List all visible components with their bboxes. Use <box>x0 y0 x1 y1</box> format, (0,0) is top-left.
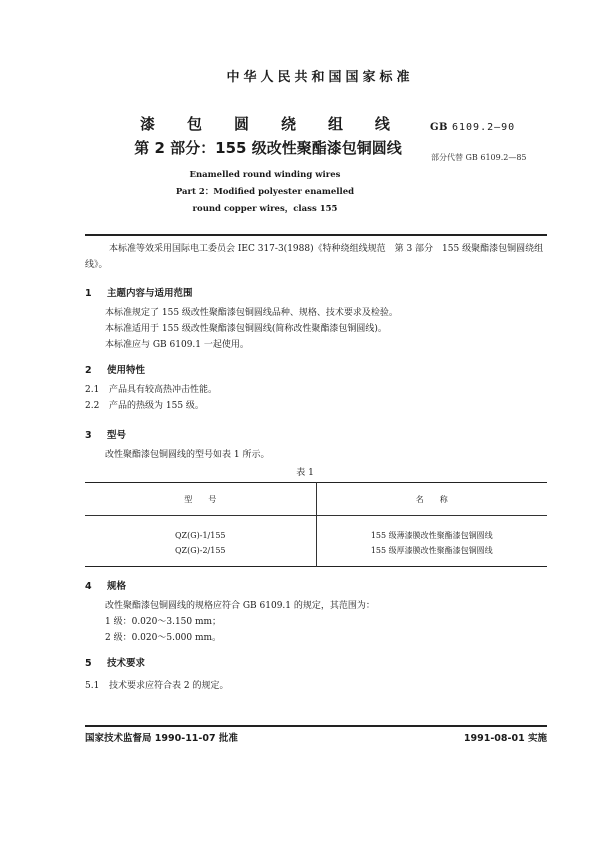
section-number: 3 <box>85 430 92 441</box>
model-cell <box>85 516 316 567</box>
title-char: 线 <box>374 115 390 133</box>
approval-line: 国家技术监督局 1990-11-07 批准 <box>85 733 238 744</box>
model-value: QZ(G)-1/155 <box>174 531 226 540</box>
section-2-heading <box>85 362 145 376</box>
title-char: 圆 <box>233 115 249 133</box>
clause-number: 2.2 <box>85 401 100 411</box>
paragraph: 2 级：0.020～5.000 mm。 <box>105 633 222 643</box>
section-title: 型号 <box>107 430 127 441</box>
title-char: 组 <box>327 115 343 133</box>
clause-2-1 <box>85 382 545 398</box>
clause-text: 技术要求应符合表 2 的规定。 <box>109 681 229 691</box>
header-divider <box>85 234 547 236</box>
national-standard-label: 中华人民共和国国家标准 <box>226 70 414 85</box>
title-char: 漆 <box>140 115 156 133</box>
section-3-body: 改性聚酯漆包铜圆线的型号如表 1 所示。 <box>105 450 270 460</box>
section-5-heading <box>85 655 145 669</box>
clause-number: 5.1 <box>85 681 100 691</box>
section-5-body <box>85 678 545 694</box>
section-number: 5 <box>85 658 92 669</box>
intro-paragraph: 本标准等效采用国际电工委员会 IEC 317-3(1988)《特种绕组线规范 第 3 部分 155 级聚酯漆包铜圆绕组线》。 <box>85 244 544 270</box>
section-1-body <box>105 305 545 353</box>
clause-5-1 <box>85 678 545 694</box>
section-3-heading <box>85 427 126 441</box>
column-header-name: 名 称 <box>415 494 448 504</box>
standard-prefix: GB <box>430 122 448 133</box>
name-value: 155 级薄漆膜改性聚酯漆包铜圆线 <box>370 531 493 540</box>
model-value: QZ(G)-2/155 <box>174 546 226 555</box>
section-number: 4 <box>85 581 92 592</box>
paragraph: 本标准规定了 155 级改性聚酯漆包铜圆线品种、规格、技术要求及检验。 <box>105 308 398 318</box>
column-header-model: 型 号 <box>85 483 316 516</box>
english-title-line: Part 2：Modified polyester enamelled <box>175 187 355 197</box>
section-title: 技术要求 <box>107 658 146 669</box>
section-1-heading <box>85 285 193 299</box>
english-title-line: Enamelled round winding wires <box>189 170 341 180</box>
name-value: 155 级厚漆膜改性聚酯漆包铜圆线 <box>370 546 493 555</box>
clause-2-2 <box>85 398 545 414</box>
english-title-line: round copper wires，class 155 <box>192 204 338 214</box>
table-1 <box>85 482 547 567</box>
section-title: 主题内容与适用范围 <box>107 288 193 299</box>
section-4-body <box>105 598 545 646</box>
clause-text: 产品的热级为 155 级。 <box>109 401 204 411</box>
table-1-caption: 表 1 <box>296 468 314 478</box>
title-char: 包 <box>186 115 202 133</box>
clause-number: 2.1 <box>85 385 100 395</box>
document-title-line1 <box>140 113 390 134</box>
clause-text: 产品具有较高热冲击性能。 <box>109 385 218 395</box>
table-header-row <box>85 483 547 516</box>
section-2-body <box>85 382 545 414</box>
paragraph: 改性聚酯漆包铜圆线的规格应符合 GB 6109.1 的规定，其范围为： <box>105 601 375 611</box>
section-4-heading <box>85 578 126 592</box>
replaces-note: 部分代替 GB 6109.2—85 <box>431 153 527 162</box>
section-title: 使用特性 <box>107 365 146 376</box>
document-title-line2: 第 2 部分：155 级改性聚酯漆包铜圆线 <box>134 139 402 157</box>
english-title <box>150 167 380 218</box>
section-number: 2 <box>85 365 92 376</box>
paragraph: 本标准适用于 155 级改性聚酯漆包铜圆线(简称改性聚酯漆包铜圆线)。 <box>105 324 387 334</box>
paragraph: 1 级：0.020～3.150 mm； <box>105 617 222 627</box>
name-cell <box>316 516 547 567</box>
title-char: 绕 <box>280 115 296 133</box>
section-number: 1 <box>85 288 92 299</box>
effective-date: 1991-08-01 实施 <box>463 733 547 744</box>
section-title: 规格 <box>107 581 127 592</box>
footer-divider <box>85 725 547 727</box>
standard-code: 6109.2—90 <box>451 122 516 133</box>
standard-number <box>430 122 515 133</box>
paragraph: 本标准应与 GB 6109.1 一起使用。 <box>105 340 249 350</box>
table-row <box>85 516 547 567</box>
